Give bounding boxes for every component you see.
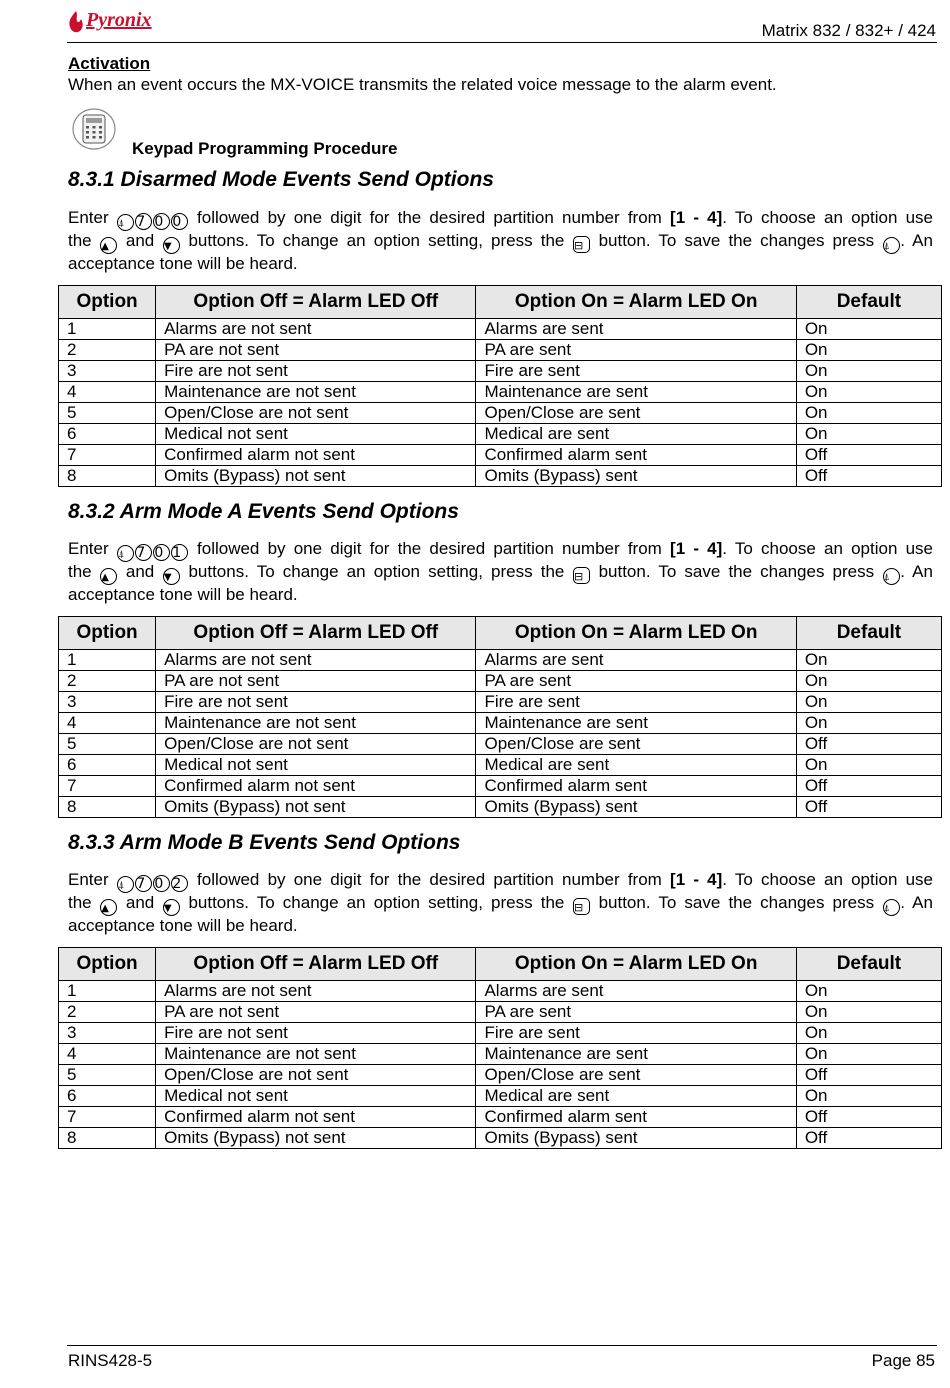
option-off-text: Confirmed alarm not sent [156,776,476,797]
chime-key-icon: ⍋ [117,545,134,562]
option-number: 3 [59,1023,156,1044]
keypad-icon [71,107,117,156]
table-row [59,403,942,424]
option-off-text: Alarms are not sent [156,981,476,1002]
option-on-text: Confirmed alarm sent [476,1107,796,1128]
column-header: Option On = Alarm LED On [476,948,796,981]
up-arrow-key-icon: ▲ [100,899,117,916]
column-header: Option On = Alarm LED On [476,286,796,319]
default-value: Off [796,1065,941,1086]
instruction-line [68,537,933,560]
option-number: 7 [59,445,156,466]
text: and [125,893,155,912]
option-off-text: Maintenance are not sent [156,713,476,734]
column-header: Option [59,617,156,650]
option-on-text: Omits (Bypass) sent [476,797,796,818]
digit-key-icon: 7 [135,213,152,230]
table-row [59,340,942,361]
text: . To choose an option use [722,539,933,558]
table-row [59,776,942,797]
default-value: Off [796,797,941,818]
table-row [59,692,942,713]
digit-key-icon: 0 [153,875,170,892]
table-row [59,319,942,340]
up-arrow-key-icon: ▲ [100,237,117,254]
option-on-text: Alarms are sent [476,981,796,1002]
lock-key-icon: ⊟ [573,567,590,584]
text: . To choose an option use [722,208,933,227]
table-row [59,797,942,818]
section-title-arm-a: 8.3.2 Arm Mode A Events Send Options [68,500,459,523]
default-value: On [796,692,941,713]
option-off-text: Medical not sent [156,755,476,776]
option-off-text: Medical not sent [156,1086,476,1107]
text: Enter [68,208,109,227]
instruction-line: acceptance tone will be heard. [68,585,298,604]
option-on-text: Maintenance are sent [476,382,796,403]
option-off-text: Alarms are not sent [156,650,476,671]
partition-range: [1 - 4] [670,539,723,558]
option-on-text: PA are sent [476,340,796,361]
default-value: On [796,713,941,734]
table-header-row [59,286,942,319]
default-value: On [796,1044,941,1065]
option-on-text: Alarms are sent [476,319,796,340]
default-value: Off [796,445,941,466]
lock-key-icon: ⊟ [573,898,590,915]
text: buttons. To change an option setting, press the [188,231,565,250]
option-number: 1 [59,650,156,671]
table-row [59,734,942,755]
text: Enter [68,539,109,558]
chime-key-icon: ⍋ [883,899,900,916]
option-on-text: Fire are sent [476,361,796,382]
option-off-text: PA are not sent [156,340,476,361]
table-row [59,755,942,776]
default-value: Off [796,1128,941,1149]
chime-key-icon: ⍋ [117,876,134,893]
option-number: 5 [59,1065,156,1086]
instruction-line: acceptance tone will be heard. [68,254,298,273]
down-arrow-key-icon: ▼ [163,237,180,254]
column-header: Option On = Alarm LED On [476,617,796,650]
option-on-text: Open/Close are sent [476,1065,796,1086]
default-value: On [796,981,941,1002]
down-arrow-key-icon: ▼ [163,568,180,585]
option-off-text: Confirmed alarm not sent [156,445,476,466]
option-on-text: Maintenance are sent [476,713,796,734]
text: button. To save the changes press [598,231,875,250]
flame-icon [67,10,85,34]
instruction-line [68,868,933,891]
default-value: On [796,319,941,340]
table-row [59,713,942,734]
text: buttons. To change an option setting, press the [188,893,565,912]
column-header: Option Off = Alarm LED Off [156,286,476,319]
column-header: Default [796,286,941,319]
table-row [59,1107,942,1128]
column-header: Option Off = Alarm LED Off [156,617,476,650]
option-number: 4 [59,382,156,403]
instruction-line: acceptance tone will be heard. [68,916,298,935]
text: followed by one digit for the desired partition number from [197,539,662,558]
digit-key-icon: 2 [171,875,188,892]
option-on-text: Omits (Bypass) sent [476,1128,796,1149]
section-title-arm-b: 8.3.3 Arm Mode B Events Send Options [68,831,461,854]
option-off-text: Fire are not sent [156,361,476,382]
logo-text: Pyronix [86,9,152,31]
option-number: 8 [59,466,156,487]
section-instructions [68,206,933,275]
table-header-row [59,948,942,981]
text: button. To save the changes press [598,562,875,581]
instruction-line [68,229,933,252]
option-off-text: Omits (Bypass) not sent [156,466,476,487]
pyronix-logo [67,10,152,38]
table-row [59,650,942,671]
column-header: Default [796,948,941,981]
option-number: 8 [59,797,156,818]
page-number: Page 85 [871,1351,935,1370]
text: the [68,562,92,581]
text: . To choose an option use [722,870,933,889]
digit-key-icon: 1 [171,544,188,561]
option-on-text: Maintenance are sent [476,1044,796,1065]
table-row [59,981,942,1002]
text: button. To save the changes press [598,893,875,912]
options-table-disarmed [58,285,942,487]
option-number: 4 [59,1044,156,1065]
option-number: 6 [59,1086,156,1107]
chime-key-icon: ⍋ [883,237,900,254]
table-row [59,424,942,445]
option-on-text: Medical are sent [476,1086,796,1107]
option-number: 8 [59,1128,156,1149]
option-on-text: Confirmed alarm sent [476,445,796,466]
default-value: On [796,340,941,361]
options-table-arm-b [58,947,942,1149]
column-header: Option Off = Alarm LED Off [156,948,476,981]
default-value: On [796,1086,941,1107]
digit-key-icon: 0 [153,544,170,561]
column-header: Option [59,948,156,981]
option-on-text: Fire are sent [476,692,796,713]
default-value: On [796,424,941,445]
column-header: Default [796,617,941,650]
document-title: Matrix 832 / 832+ / 424 [761,21,936,40]
option-number: 6 [59,755,156,776]
default-value: On [796,1002,941,1023]
option-number: 7 [59,1107,156,1128]
section-title-disarmed: 8.3.1 Disarmed Mode Events Send Options [68,168,494,191]
option-number: 1 [59,981,156,1002]
table-row [59,361,942,382]
option-off-text: Maintenance are not sent [156,382,476,403]
option-number: 2 [59,1002,156,1023]
default-value: Off [796,466,941,487]
document-reference: RINS428-5 [68,1351,153,1370]
option-on-text: Alarms are sent [476,650,796,671]
option-on-text: Confirmed alarm sent [476,776,796,797]
text: . An [900,562,933,581]
section-instructions [68,537,933,606]
option-number: 2 [59,671,156,692]
digit-key-icon: 7 [135,875,152,892]
table-row [59,466,942,487]
keypad-procedure-heading: Keypad Programming Procedure [132,139,398,158]
instruction-line [68,891,933,914]
text: followed by one digit for the desired partition number from [197,870,662,889]
option-number: 2 [59,340,156,361]
text: buttons. To change an option setting, press the [188,562,565,581]
option-on-text: PA are sent [476,1002,796,1023]
table-row [59,671,942,692]
default-value: On [796,361,941,382]
table-body [59,981,942,1149]
text: and [125,231,155,250]
option-number: 1 [59,319,156,340]
text: . An [900,893,933,912]
text: the [68,893,92,912]
down-arrow-key-icon: ▼ [163,899,180,916]
text: followed by one digit for the desired partition number from [197,208,662,227]
digit-key-icon: 0 [153,213,170,230]
digit-key-icon: 7 [135,544,152,561]
option-off-text: PA are not sent [156,1002,476,1023]
table-row [59,1002,942,1023]
option-on-text: PA are sent [476,671,796,692]
lock-key-icon: ⊟ [573,236,590,253]
table-row [59,382,942,403]
default-value: On [796,671,941,692]
table-row [59,1044,942,1065]
option-number: 7 [59,776,156,797]
text: the [68,231,92,250]
table-header-row [59,617,942,650]
option-on-text: Open/Close are sent [476,734,796,755]
table-row [59,1023,942,1044]
table-row [59,1086,942,1107]
option-number: 3 [59,361,156,382]
column-header: Option [59,286,156,319]
activation-heading: Activation [68,54,151,73]
table-row [59,1128,942,1149]
option-on-text: Medical are sent [476,424,796,445]
digit-key-icon: 0 [171,213,188,230]
chime-key-icon: ⍋ [117,214,134,231]
up-arrow-key-icon: ▲ [100,568,117,585]
options-table-arm-a [58,616,942,818]
option-off-text: PA are not sent [156,671,476,692]
table-body [59,319,942,487]
text: Enter [68,870,109,889]
section-instructions [68,868,933,937]
option-on-text: Open/Close are sent [476,403,796,424]
option-off-text: Fire are not sent [156,1023,476,1044]
default-value: On [796,650,941,671]
default-value: Off [796,776,941,797]
partition-range: [1 - 4] [670,870,723,889]
default-value: On [796,1023,941,1044]
text: and [125,562,155,581]
partition-range: [1 - 4] [670,208,723,227]
chime-key-icon: ⍋ [883,568,900,585]
table-body [59,650,942,818]
option-off-text: Maintenance are not sent [156,1044,476,1065]
option-on-text: Fire are sent [476,1023,796,1044]
default-value: On [796,382,941,403]
option-off-text: Omits (Bypass) not sent [156,1128,476,1149]
option-on-text: Medical are sent [476,755,796,776]
default-value: Off [796,1107,941,1128]
option-off-text: Fire are not sent [156,692,476,713]
option-number: 3 [59,692,156,713]
option-on-text: Omits (Bypass) sent [476,466,796,487]
text: . An [900,231,933,250]
page-header [67,8,937,43]
option-off-text: Open/Close are not sent [156,403,476,424]
option-number: 4 [59,713,156,734]
instruction-line [68,560,933,583]
option-off-text: Open/Close are not sent [156,1065,476,1086]
option-off-text: Alarms are not sent [156,319,476,340]
option-number: 5 [59,734,156,755]
page-footer [67,1345,937,1370]
option-number: 6 [59,424,156,445]
option-number: 5 [59,403,156,424]
table-row [59,1065,942,1086]
option-off-text: Omits (Bypass) not sent [156,797,476,818]
default-value: Off [796,734,941,755]
option-off-text: Confirmed alarm not sent [156,1107,476,1128]
option-off-text: Open/Close are not sent [156,734,476,755]
table-row [59,445,942,466]
activation-text: When an event occurs the MX-VOICE transmits the related voice message to the alarm event. [68,75,777,94]
default-value: On [796,755,941,776]
option-off-text: Medical not sent [156,424,476,445]
default-value: On [796,403,941,424]
instruction-line [68,206,933,229]
